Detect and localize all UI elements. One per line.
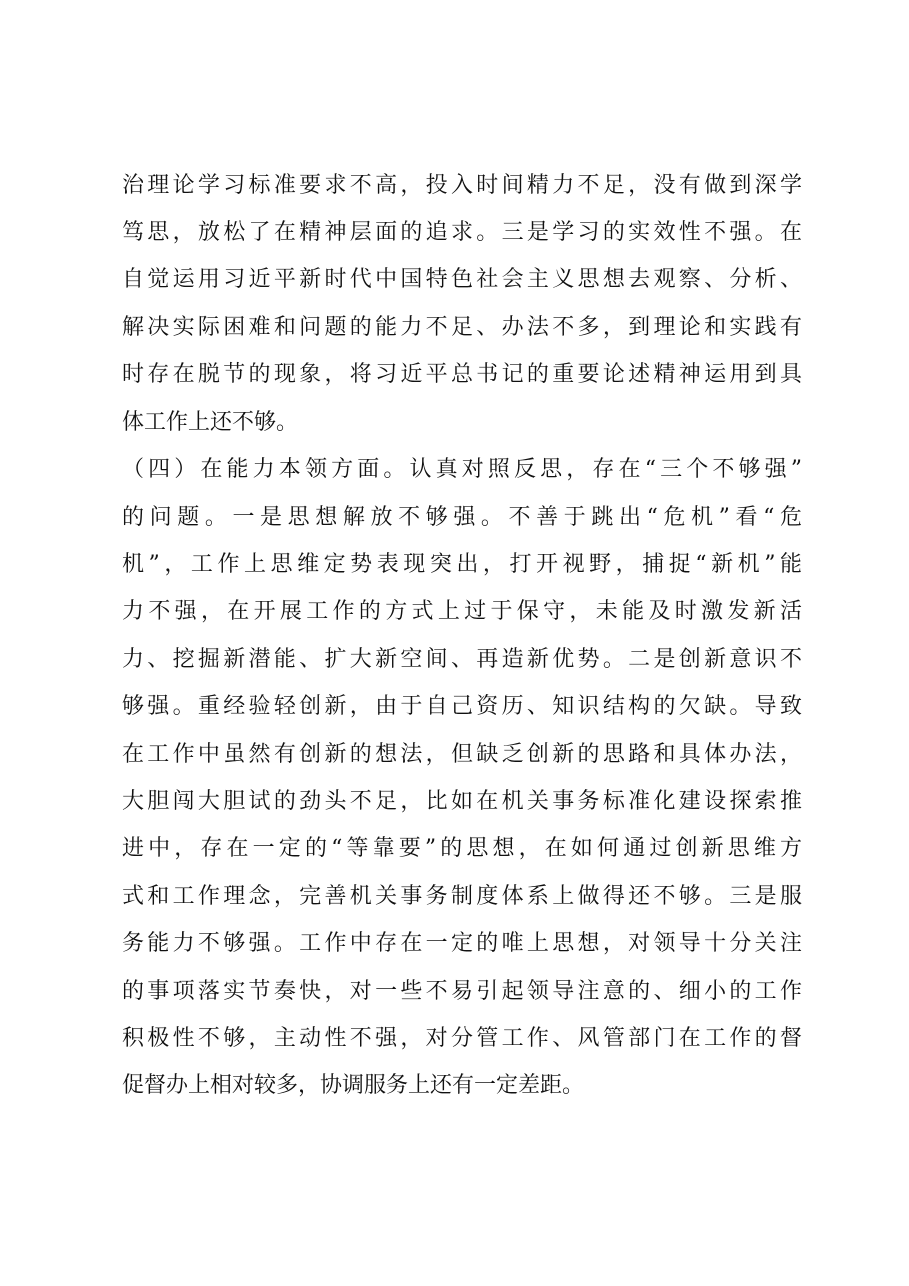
text-line: 够强。重经验轻创新，由于自己资历、知识结构的欠缺。导致 bbox=[122, 694, 802, 719]
text-line: 力、挖掘新潜能、扩大新空间、再造新优势。二是创新意识不 bbox=[122, 647, 802, 672]
text-line: 在工作中虽然有创新的想法，但缺乏创新的思路和具体办法， bbox=[122, 742, 802, 767]
text-line: 进中，存在一定的“等靠要”的思想，在如何通过创新思维方 bbox=[122, 836, 802, 861]
text-line: 的事项落实节奏快，对一些不易引起领导注意的、细小的工作 bbox=[122, 979, 802, 1004]
paragraph-heading-line: （四）在能力本领方面。认真对照反思，存在“三个不够强” bbox=[122, 457, 802, 482]
text-line: 机”，工作上思维定势表现突出，打开视野，捕捉“新机”能 bbox=[122, 552, 802, 577]
text-line: 笃思，放松了在精神层面的追求。三是学习的实效性不强。在 bbox=[122, 220, 802, 245]
text-line: 促督办上相对较多，协调服务上还有一定差距。 bbox=[122, 1073, 585, 1098]
text-line: 务能力不够强。工作中存在一定的唯上思想，对领导十分关注 bbox=[122, 931, 802, 956]
text-line: 治理论学习标准要求不高，投入时间精力不足，没有做到深学 bbox=[122, 173, 802, 198]
text-line: 的问题。一是思想解放不够强。不善于跳出“危机”看“危 bbox=[122, 505, 802, 530]
text-line: 积极性不够，主动性不强，对分管工作、风管部门在工作的督 bbox=[122, 1026, 802, 1051]
text-line: 力不强，在开展工作的方式上过于保守，未能及时激发新活 bbox=[122, 599, 802, 624]
text-line: 解决实际困难和问题的能力不足、办法不多，到理论和实践有 bbox=[122, 315, 802, 340]
text-line: 时存在脱节的现象，将习近平总书记的重要论述精神运用到具 bbox=[122, 362, 802, 387]
text-line: 自觉运用习近平新时代中国特色社会主义思想去观察、分析、 bbox=[122, 267, 802, 292]
text-line: 式和工作理念，完善机关事务制度体系上做得还不够。三是服 bbox=[122, 884, 802, 909]
text-line: 大胆闯大胆试的劲头不足，比如在机关事务标准化建设探索推 bbox=[122, 789, 802, 814]
text-line: 体工作上还不够。 bbox=[122, 410, 299, 435]
